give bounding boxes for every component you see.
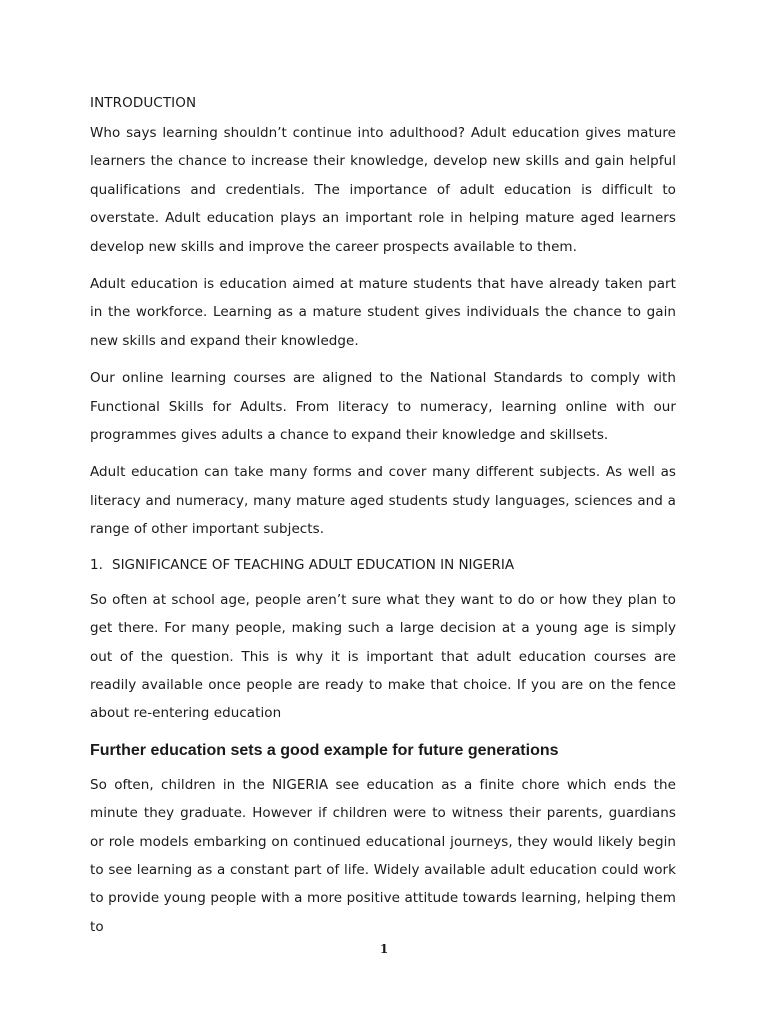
- page-number: 1: [379, 942, 389, 956]
- introduction-heading: INTRODUCTION: [90, 95, 197, 111]
- intro-paragraph-4: Adult education can take many forms and cover many different subjects. As well as literacy and numeracy, many mature aged students study languages, sciences and a range of other important subjects.: [90, 464, 676, 538]
- document-page: [90, 92, 676, 950]
- subsection-heading: Further education sets a good example for future generations: [90, 741, 559, 759]
- intro-paragraph-2: Adult education is education aimed at mature students that have already taken part in the workforce. Learning as a mature student gives individuals the chance to gain new skills and expand their knowledge.: [90, 276, 676, 349]
- section-1-heading: [90, 551, 676, 579]
- section-1-paragraph: So often at school age, people aren’t sure what they want to do or how they plan to get there. For many people, making such a large decision at a young age is simply out of the question. This is why it is important that adult education courses are readily available once people are ready to make that choice. If you are on the fence about re-entering education: [90, 591, 676, 722]
- subsection-paragraph: So often, children in the NIGERIA see education as a finite chore which ends the minute they graduate. However if children were to witness their parents, guardians or role models embarking on continued educational journeys, they would likely begin to see learning as a constant part of life. Widely available adult education could work to provide young people with a more positive attitude towards learning, helping them to: [90, 776, 676, 935]
- intro-paragraph-3: Our online learning courses are aligned to the National Standards to comply with Functional Skills for Adults. From literacy to numeracy, learning online with our programmes gives adults a chance to expand their knowledge and skillsets.: [90, 370, 676, 444]
- section-1-number: 1.: [90, 556, 103, 573]
- intro-paragraph-1: Who says learning shouldn’t continue into adulthood? Adult education gives mature learners the chance to increase their knowledge, develop new skills and gain helpful qualifications and credentials. The importance of adult education is difficult to overstate. Adult education plays an important role in helping mature aged learners develop new skills and improve the career prospects available to them.: [90, 125, 676, 255]
- section-1-title: SIGNIFICANCE OF TEACHING ADULT EDUCATION IN NIGERIA: [112, 556, 515, 573]
